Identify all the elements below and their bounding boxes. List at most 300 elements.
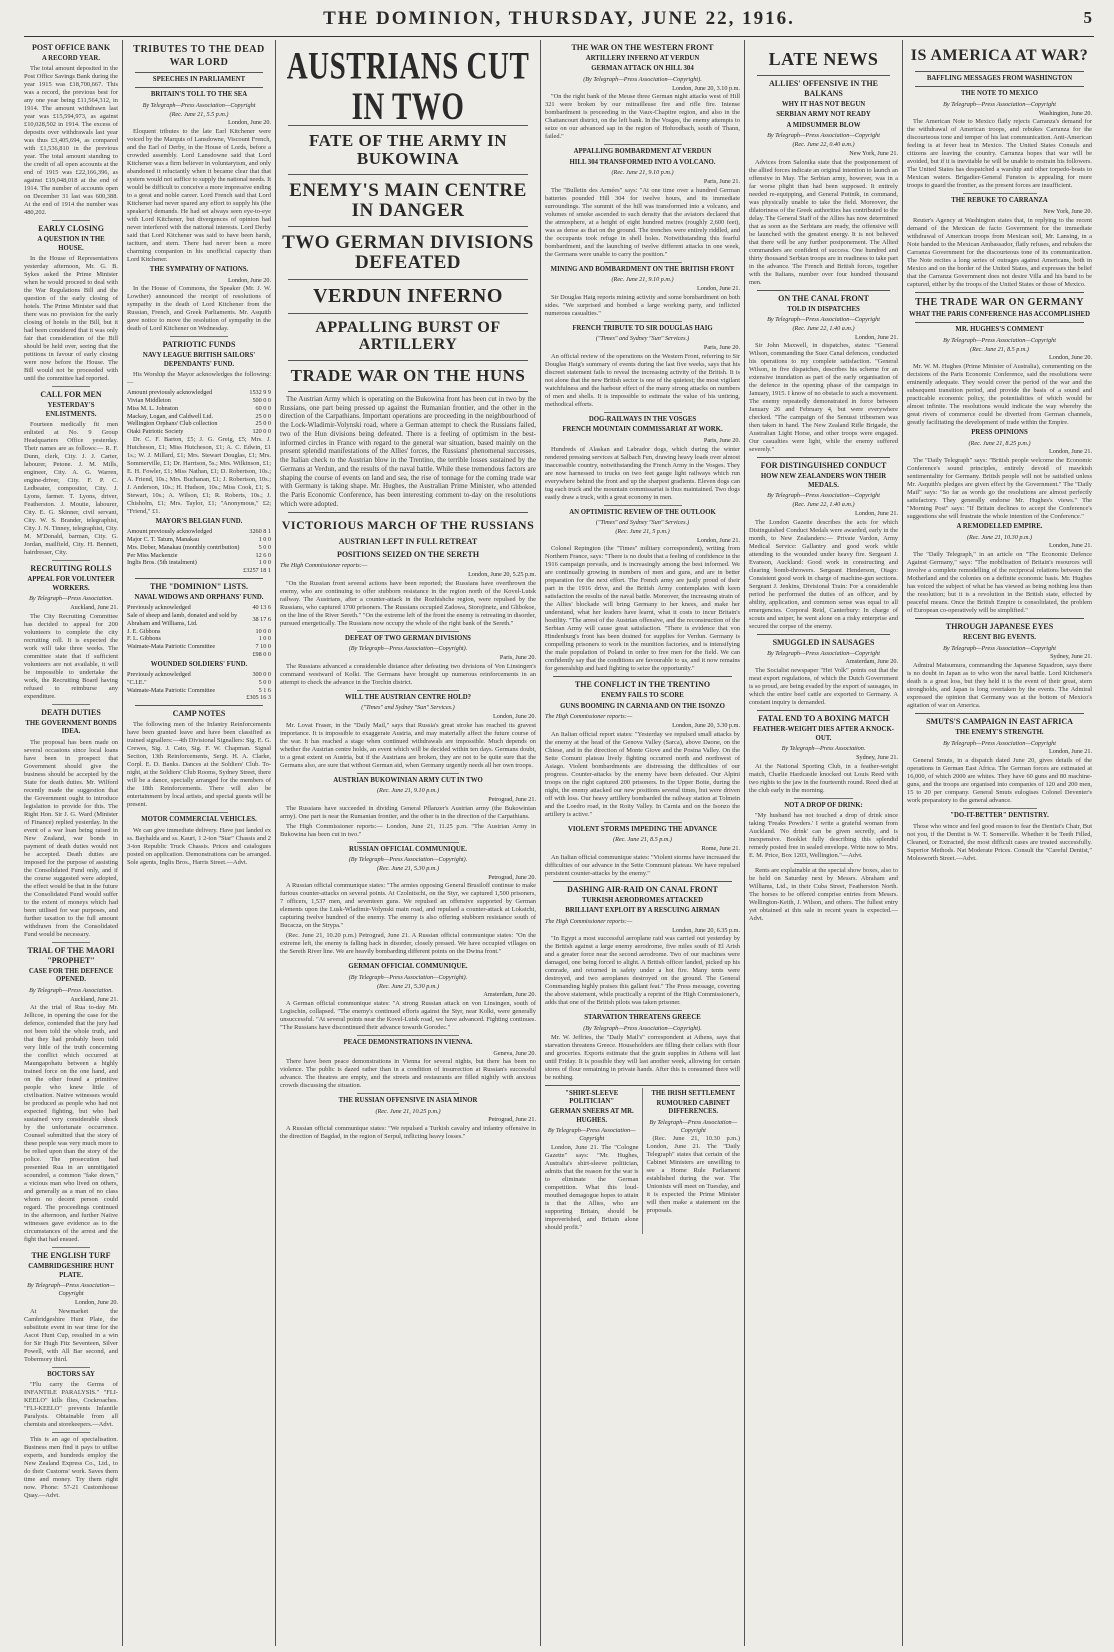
headline: BOCTORS SAY: [47, 1370, 95, 1378]
headline: STARVATION THREATENS GREECE: [584, 1014, 701, 1022]
divider: [52, 1432, 90, 1433]
article-body: This is an age of specialisation. Business men find it pays to utilise experts, and hundreds employ the New Zealand Express Co., Ltd., to do their Customs' work. Saves them time and money. Try them right now. Phone: 57-21 Customhouse Quay.—Advt.: [24, 1436, 118, 1500]
deck-headline: APPALLING BURST OF ARTILLERY: [315, 319, 501, 354]
table-row: [127, 604, 271, 612]
table-row: [127, 612, 271, 628]
article-smuggled-sausages: [749, 638, 898, 708]
fund-label: Per Miss Mackenzie: [127, 551, 178, 559]
headline: "DO-IT-BETTER" DENTISTRY.: [950, 812, 1049, 820]
headline: WILL THE AUSTRIAN CENTRE HOLD?: [344, 693, 472, 701]
dateline: Sydney, June 21.: [856, 753, 898, 761]
headline: DEATH DUTIES: [41, 707, 101, 717]
article-body: Mr. Lovat Fraser, in the "Daily Mail," says that Russia's great stroke has reached its gravest importance. It is impossible to exaggerate Austria, and may materially affect the future course of the war. It has reached a stage when continued withdrawals are impossible. Much depends on whether the Austrian centre holds, an event which will be decided within ten days. Germans doubt, to a great extent on Austria, but if the Austrians are broken, they are not to be quite sure that the Germans also, are sure that without German aid, when Germany urgently needs all her own troops.: [280, 721, 536, 769]
received-time: (Rec. June 21, 5 p.m.): [615, 527, 670, 535]
headline: SMUTS'S CAMPAIGN IN EAST AFRICA: [926, 717, 1073, 727]
fund-total: £305 16 3: [246, 694, 271, 702]
fund-label: F. L. Gibbons: [127, 635, 161, 643]
divider: [794, 798, 854, 799]
table-row: [127, 389, 271, 397]
divider: [357, 773, 459, 774]
divider: [135, 87, 263, 88]
fund-label: Wellington Orphans' Club collection: [127, 420, 218, 428]
divider: [288, 226, 528, 227]
headline: THE ENGLISH TURF: [31, 1251, 111, 1261]
fund-label: Major C. T. Tatum, Manakau: [127, 536, 199, 544]
fund-amount: 120 0 0: [252, 428, 271, 436]
table-row: [127, 397, 271, 405]
headline: WOUNDED SOLDIERS' FUND.: [150, 660, 248, 668]
article-body: A Russian official communique states: "The armies opposing General Brusiloff continue to make furious counter-attacks on several points. At Czolnitschi, on the Styr, we captured 1,500 prisoners, 7 officers, 1,537 men, and seventeen guns. We repulsed an offensive supported by German elements upon the Lusk-Wladimir-Volynski main road, and repulsed a counter-attack at Lokatchi, capturing twelve hundred of the enemy. The enemy is also offering stubborn resistance south of Bucacza, on the Strypa.": [280, 882, 536, 930]
article-body: A German official communique states: "A strong Russian attack on von Linsingen, south of Logischin, collapsed. "The enemy's continued efforts against the Styr, near Kolki, were generally unsuccessful. "At several points near the Kovel-Lutsk road, we have advanced. Fighting continues. "The Russians have discontinued their advance towards Gorodec.": [280, 1000, 536, 1032]
article-body: We can give immediate delivery. Have just landed ex ss. Bayhalda and ss. Kauri, 1 2-ton "Star" Chassis and 2 3-ton Republic Truck Chassis. Prices and catalogues posted on application. Demonstrations can be arranged. Sole agents, Inglis Bros., Harris Street.—Advt.: [127, 826, 271, 866]
received-time: (Rec. June 21, 8.5 p.m.): [970, 345, 1029, 353]
divider: [757, 290, 890, 291]
table-row: [127, 420, 271, 428]
divider: [757, 634, 890, 635]
dateline: Sydney, June 21.: [1050, 653, 1092, 661]
article-body: The total amount deposited in the Post Office Savings Bank during the year 1915 was £18,700,667. This was a record, the previous best for any one year being £11,564,312, in 1914. The amount withdrawn last year was £15,594,973, as against £10,028,502 in 1914. The excess of deposits over withdrawals last year was thus £3,405,694, as compared with £1,536,810 in the previous year. The total amount standing to the credit of all open accounts at the end of 1915 was £22,166,396, as against £19,048,018 at the end of 1914. The number of accounts open on December 31 last was 600,388. At the end of 1914 the number was 480,202.: [24, 65, 118, 217]
table-row: [127, 671, 271, 679]
headline: FOR DISTINGUISHED CONDUCT: [760, 461, 887, 471]
divider: [357, 1093, 459, 1094]
article-body: Admiral Matsumura, commanding the Japanese Squadron, says there is no doubt in Japan as to who won the naval battle. Lord Kitchener's death is a great loss, but they held it is the event of their great, stern strongholds, and Japan is long overtaken by the events. The Admiral expressed the opinion that Germany was at the bottom of Mexico's agitation of war on America.: [907, 662, 1092, 710]
subheadline: TURKISH AERODROMES ATTACKED: [582, 896, 703, 904]
article-body: Colonel Repington (the "Times" military correspondent), writing from Northern France, says: "There is no doubt that a feeling of confidence in the 1916 campaign prevails, and is increasingly among the best informed. We are continually growing in numbers of men and guns, and are in better preparation for the next effort. The French army are justly proud of their part in the 1916 drive, and the British Army contemplates with keen satisfaction the results of the naval battle. Moreover, the increasing strain of the Allies' blockade will bring Germany to her knees, and make her understand, what her leaders have learnt, what it costs to incur Britain's hostility. "The arrest of the Austrian offensive, and the reconstruction of the Serbian Army will cause great satisfaction. "There is evidence that von Hindenburg's front has been drained for supplies for Verdun. Germany is compelling prisoners to work in the munition factories, and is intensifying the male population of Poland in order to free men for the field. We can confidently say that the conditions are favourable to us, and it now remains for generalship and hard fighting to seize the opportunity.": [545, 545, 740, 673]
headline: AN OPTIMISTIC REVIEW OF THE OUTLOOK: [569, 508, 716, 516]
article-patriotic-funds: [127, 340, 271, 515]
headline: SMUGGLED IN SAUSAGES: [772, 637, 875, 647]
divider: [170, 336, 228, 337]
article-body: Those who wince and feel good reason to fear the Dentist's Chair, But not you, if the Dentist is W. T. Somerville. Whether it be Teeth Filled, Cleaned, or Extracted, the most difficult cases are treated successfully. Superior Methods. Nat Moderate Prices. Consult the "Careful Dentist," Molesworth Street.—Advt.: [907, 822, 1092, 862]
received-time: (Rec. June 21, 5.30 p.m.): [376, 982, 440, 990]
article-body: At Newmarket the Cambridgeshire Hunt Plate, the substitute event in war time for the Ascot Hunt Cup, resulted in a win for Sir Hugh Fitz Seventeen, Silver Powell, with All Bar second, and Tobermory third.: [24, 1307, 118, 1363]
article-body: The American Note to Mexico flatly rejects Carranza's demand for the withdrawal of American troops, and rebukes Carranza for the discourteous tone and temper of his last communication. Anti-American feeling is at fever heat in Mexico. The United States Consuls and citizens are leaving the country. Carranza hopes that war will be avoided, but if it is inevitable he will be unable to restrain his followers. The United States has despatched a warship and other torpedo-boats to Mexican waters. Brigadier-General Funston is appealing for more troops to guard the frontier, as the present forces are insufficient.: [907, 118, 1092, 190]
late-news-headline: LATE NEWS: [768, 49, 879, 69]
headline: TRIBUTES TO THE DEAD WAR LORD: [133, 44, 265, 68]
divider: [288, 512, 528, 513]
headline: GERMAN OFFICIAL COMMUNIQUE.: [348, 963, 468, 971]
headline: TRIAL OF THE MAORI "PROPHET": [27, 945, 115, 965]
subheadline: APPEAL FOR VOLUNTEER WORKERS.: [27, 576, 115, 592]
article-body: Advices from Salonika state that the postponement of the allied forces indicate an original intention to launch an offensive in May. The Serbian army, however, was in a far worse plight than had been supposed. It entirely needed re-equipping, and General Puttnik, in command, was physically unable to take the field. Moreover, the dilatoriness of the Greek authorities has contributed to the delay. The General Staff of the Allies has now determined that as soon as the Serbians are ready, the offensive will be launched with the greatest energy. It is not believed that there will be any further postponement. The Allied commanders are confident of success. One hundred and thirty thousand Serbian troops are in readiness to take part in the advance. The French and British forces, together with the Italians, number over four hundred thousand men.: [749, 158, 898, 286]
subheadline: AUSTRIAN LEFT IN FULL RETREAT: [338, 537, 478, 547]
article-body: His Worship the Mayor acknowledges the following:—: [127, 371, 271, 387]
subheadline: GUNS BOOMING IN CARNIA AND ON THE ISONZO: [560, 702, 725, 710]
dateline: London, June 21.: [697, 285, 740, 293]
headline: RUSSIAN OFFICIAL COMMUNIQUE.: [348, 845, 467, 853]
headline: NOT A DROP OF DRINK:: [784, 801, 863, 809]
divider: [757, 75, 890, 76]
dateline: London, June 20.: [493, 712, 536, 720]
article-body: Hundreds of Alaskan and Labrador dogs, which during the winter rendered pressing services at Salbach Fen, drawing heavy loads over almost inaccessible country, notwithstanding the French Army in the Vosges. They are now harnessed to trucks on two feet gauge light railways which run everywhere behind the front and up the sharpest gradients. Eleven dogs can tug each truck and the mountain commissariat is thus maintained. Two dogs easily draw a truck, with a great economy in men.: [545, 445, 740, 501]
article-sympathy-nations: [127, 266, 271, 333]
headline: MOTOR COMMERCIAL VEHICLES.: [141, 816, 257, 824]
dateline: New York, June 20.: [1043, 207, 1092, 215]
fund-label: Amount previously acknowledged: [127, 528, 213, 536]
fund-amount: 1 0 0: [258, 635, 271, 643]
received-time: (Rec. June 21, 8.25 p.m.): [968, 439, 1031, 447]
deck-headline: ENEMY'S MAIN CENTRE IN DANGER: [289, 179, 527, 221]
article-remodelled-empire: [907, 523, 1092, 615]
article-trentino: [545, 680, 740, 818]
article-rebuke-carranza: [907, 197, 1092, 288]
fund-amount: 300 0 0: [252, 671, 271, 679]
article-starvation-greece: [545, 1014, 740, 1081]
article-english-turf: [24, 1251, 118, 1363]
article-body: The "Daily Telegraph" says: "British people welcome the Economic Conference's sound principles, entirely devoid of mawkish sentimentality for Germany. British people will not be satisfied unless Mr. Asquith's pledges are given effect by the Government." The "Daily Mail" says: "So far as words go the resolutions are almost perfectly satisfactory. They generally endorse Mr. Hughes's views." The "Morning Post" says: "If Britain declines to accept the Conference's suggestions she will frustrate the whole intention of the Conference.": [907, 457, 1092, 521]
fund-amount: 7 10 0: [255, 643, 271, 651]
subheadline: HOW NEW ZEALANDERS WON THEIR MEDALS.: [760, 473, 887, 489]
article-body: An Italian official communique states: "Violent storms have increased the difficulties of our advance in the Sette Communi plateau. We have repulsed persistent counter-attacks by the enemy.": [545, 853, 740, 877]
fund-label: Previously acknowledged: [127, 671, 191, 679]
column-6: [907, 40, 1092, 1646]
article-america-at-war: [907, 48, 1092, 190]
dateline: London, June 21.: [1049, 748, 1092, 756]
subheadline: SERBIAN ARMY NOT READY: [776, 111, 871, 119]
divider: [135, 72, 263, 73]
subheadline: BRITAIN'S TOLL TO THE SEA: [150, 91, 248, 99]
table-row: [127, 413, 271, 421]
article-austrian-centre: [280, 694, 536, 770]
dateline: Paris, June 20.: [703, 436, 740, 444]
headline: CALL FOR MEN: [40, 390, 102, 400]
subheadline: WHY IT HAS NOT BEGUN: [781, 100, 866, 108]
subheadline: SPEECHES IN PARLIAMENT: [152, 76, 246, 83]
article-tributes-war-lord: [127, 44, 271, 264]
article-body: Rents are explainable at the special show boxes, also to be held on Saturday next by Messrs. Abraham and Williams, Ltd., in their Cuba Street, Featherston North. The horses to be offered comprise entries from Messrs. Wellington-Keith, J. Wilson, and others. The fullest entry yet obtained at this sale in recent years is expected.—Advt.: [749, 867, 898, 922]
article-maori-prophet: [24, 946, 118, 1244]
article-russian-advance: [280, 562, 536, 628]
headline: FATAL END TO A BOXING MATCH: [758, 714, 889, 724]
divider: [604, 262, 682, 263]
article-body: London, June 21. The "Cologne Gazette" says: "Mr. Hughes, Australia's shirt-sleeve politician, admits that the reason for the war is to eliminate the German competition. What this loud-mouthed demagogue hopes to attain is that the Allies, who are supporting Britain, should be impoverished, and Britain alone should profit.": [545, 1143, 639, 1231]
article-japanese-eyes: [907, 622, 1092, 710]
fund-label: Waimate-Mata Patriotic Committee: [127, 686, 216, 694]
subheadline: RECENT BIG EVENTS.: [963, 634, 1036, 642]
byline: (By Telegraph—Press Association—Copyright).: [348, 856, 468, 864]
fund-table: [127, 671, 271, 702]
divider: [757, 710, 890, 711]
divider: [52, 1247, 90, 1248]
dateline: London, June 21.: [1049, 448, 1092, 456]
article-body: The City Recruiting Committee has decided to appeal for 200 volunteers to complete the city recruiting roll. It is expected the work will take three weeks. The committee state that if sufficient volunteers are not available, it will be impossible to undertake the work, the Recruiting Board having refused to reimburse any expenditure.: [24, 612, 118, 700]
dateline: London, June 20.: [228, 119, 271, 127]
dateline: Washington, June 20.: [1038, 109, 1092, 117]
table-row: [127, 687, 271, 695]
subheadline: FEATHER-WEIGHT DIES AFTER A KNOCK-OUT.: [753, 726, 894, 742]
article-dominion-lists: [127, 582, 271, 659]
dateline: London, June 20, 6.35 p.m.: [672, 926, 740, 934]
fund-table: [127, 528, 271, 575]
headline: POST OFFICE BANK: [31, 43, 111, 52]
article-body: An official review of the operations on the Western Front, referring to Sir Douglas Haig's summary of events during the last five weeks, says that his discreet statement fails to reveal the increasing activity of the British. It is not alone that the new British sector is one of the quietest; the most vigilant watchfulness and the harbour effect of the many strong attacks on numbers of men and shells. It is impossible to estimate the value of his untiring, methodical efforts.: [545, 352, 740, 408]
divider: [357, 690, 459, 691]
headline: PRESS OPINIONS: [971, 429, 1028, 437]
subheadline: HILL 304 TRANSFORMED INTO A VOLCANO.: [569, 158, 716, 166]
subheadline: THE NOTE TO MEXICO: [961, 90, 1038, 98]
deck-headline: TWO GERMAN DIVISIONS DEFEATED: [282, 232, 534, 274]
byline: By Telegraph—Press Association.: [29, 595, 113, 603]
fund-label: "C.I.E.": [127, 678, 147, 686]
headline: RECRUITING ROLLS: [30, 564, 112, 574]
subheadline: TOLD IN DISPATCHES: [787, 305, 860, 313]
byline: The High Commissioner reports:—: [545, 917, 633, 925]
divider: [357, 631, 459, 632]
article-haig-tribute: [545, 325, 740, 409]
headline: DASHING AIR-RAID ON CANAL FRONT: [567, 884, 718, 894]
headline: PEACE DEMONSTRATIONS IN VIENNA.: [343, 1039, 473, 1047]
article-body: Reuter's Agency at Washington states that, in replying to the recent demand of the Mexican de facto Government for the immediate withdrawal of American troops from Mexican soil, Mr. Lansing, in a Note handed to the Mexican Ambassador, flatly refuses, and rebukes the Carranza Government for the discourteous tone of its communication. The Note recites a long series of outrages against Americans, both in Mexico and on the border of the United States, and expresses the belief that the Carranza Government does not desire Villa and his band to be captured, either by the troops of the United States or those of Mexico.: [907, 216, 1092, 288]
article-optimistic-review: [545, 509, 740, 674]
dateline: Rome, June 21.: [701, 845, 740, 853]
article-body: "My husband has not touched a drop of drink since taking 'Freaks Powders.' I write a grateful woman from Auckland. 'No drink' can be given secretly, and is inexpensive. Booklet fully describing this splendid remedy posted free in sealed envelope. Write now to Mrs. E. M. Price, Box 1203, Wellington."—Advt.: [749, 812, 898, 859]
subheadline: ARTILLERY INFERNO AT VERDUN: [585, 55, 700, 62]
divider: [288, 313, 528, 314]
table-row: [127, 628, 271, 636]
dateline: Auckland, June 21.: [70, 604, 118, 612]
fund-label: Miss M. L. Johnston: [127, 404, 179, 412]
article-two-german-divisions: [280, 635, 536, 687]
divider: [794, 863, 854, 864]
article-body: General Smuts, in a dispatch dated June 20, gives details of the operations in German East Africa. The German forces are estimated at 16,000, of which 2000 are whites. They have 60 guns and 80 machine-guns, and the troops are organised into companies of 120 and 200 men, 15 to 20 per company. General Smuts eulogises Colonel Deventer's work preparatory to the general advance.: [907, 757, 1092, 805]
byline: By Telegraph—Press Association—Copyright: [142, 101, 256, 109]
article-body: At the National Sporting Club, in a feather-weight match, Charlie Hardcastle knocked out Louis Reed with two rights to the jaw in the fourteenth round. Reed died at the club early in the morning.: [749, 762, 898, 794]
headline: DOG-RAILWAYS IN THE VOSGES: [588, 415, 697, 423]
byline: By Telegraph—Press Association—Copyright: [767, 649, 880, 657]
article-body: "On the right bank of the Meuse three German night attacks west of Hill 321 were broken by our mitrailleuse fire and rifle fire. Intense bombardment is proceeding in the Vaux-Chapitre region, and also in the Chattancourt district, on the left bank. In the Vosges, the enemy attempts to seize on our advanced sap in the region of Hohrodbach, south of Thann, failed.": [545, 93, 740, 141]
dateline: London, June 20, 5.25 p.m.: [468, 570, 536, 578]
subheadline: THE GOVERNMENT BONDS IDEA.: [25, 719, 117, 736]
divider: [288, 360, 528, 361]
headline: PATRIOTIC FUNDS: [162, 340, 236, 350]
deck-headline: FATE OF THE ARMY IN BUKOWINA: [308, 130, 508, 168]
fund-label: Mrs. Dober, Manakau (monthly contribution): [127, 543, 240, 551]
dateline: Geneva, June 20.: [493, 1049, 536, 1057]
divider: [604, 412, 682, 413]
divider: [170, 812, 228, 813]
article-russian-communique: [280, 846, 536, 957]
fund-label: Inglis Bros. (5th instalment): [127, 559, 197, 567]
article-canal-front: [749, 294, 898, 455]
advert-dentistry: [907, 812, 1092, 862]
fund-amount: 5 0 0: [258, 678, 271, 686]
headline: APPALLING BOMBARDMENT AT VERDUN: [573, 148, 712, 156]
received-time: (Rec. June 22, 1.40 a.m.): [792, 324, 855, 332]
subheadline: BAFFLING MESSAGES FROM WASHINGTON: [926, 74, 1073, 82]
fund-amount: 60 0 0: [255, 404, 271, 412]
table-row: [127, 528, 271, 536]
byline: By Telegraph—Press Association.: [781, 745, 866, 753]
received-time: (Rec. June 22, 1.40 a.m.): [792, 501, 855, 509]
fund-amount: 40 13 6: [252, 604, 271, 612]
fund-amount: 1 0 0: [258, 536, 271, 544]
article-bukowinian-army: [280, 777, 536, 839]
received-time: (Rec. June 21, 5.5 p.m.): [169, 110, 229, 118]
subheadline: THE ENEMY'S STRENGTH.: [955, 729, 1044, 737]
article-body: At the trial of Rua to-day Mr. Jellicoe, in opening the case for the defence, contended that the jury had not been told the whole truth, and that they had probably been told very little of the truth concerning the conflict which occurred at Maungapohatu between a highly trained force on the one hand, and on the other found a primitive people who knew little of civilisation. Native witnesses would be produced as people who had not expected fighting, but who had sustained very considerable shock by the unfortunate occurrence. Counsel submitted that the story of these people was very much more to be relied upon than the story of the police. The prosecution had presented Rua in an unmitigated scoundrel, a common "fake down," a vicious man who lived on others, and generally as a man of no class whom no decent person could regard. The proceedings continued in the afternoon, and further Native witnesses gave evidence as to the circumstances of the arrest and the fight that had ensued.: [24, 1004, 118, 1244]
article-post-office-bank: [24, 43, 118, 217]
table-row: [127, 559, 271, 567]
dateline: Petrograd, June 21.: [488, 795, 536, 803]
byline: By Telegraph—Press Association—Copyright: [649, 1118, 738, 1134]
divider: [757, 457, 890, 458]
fund-total: £3257 18 1: [243, 567, 271, 575]
dateline: Paris, June 20.: [703, 344, 740, 352]
article-body: Dr. C. F. Barton, £5; J. G. Greig, £5; Mrs. J. Hutcheson, £1; Miss Hutcheson, £1; A. C. Edwin, £1 1s.; W. J. Millard, £1; Mrs. Stewart Douglas, £1; Mrs. Sommerville, £1; Dr. Harrison, 5s.; Mrs. Wilkinson, £1; E. H. Fowler, £1; Miss Nathan, £1; D. Robertson, 10s.; A. Friend, 10s.; Mrs. Buchanan, £1; J. Robertson, 10s.; J. Anderson, 10s.; H. Hudson, 10s.; Miss Cook, £1; S. Stewart, 10s.; A. Wilson, £1; R. Roberts, 10s.; J. Chisholm, £1; Mrs. Taylor, £1; "Anonymous," £2; "Friend," £1.: [127, 435, 271, 515]
article-body: The "Bulletin des Armées" says: "At one time over a hundred German batteries pounded Hill 304 for twelve hours, and its immediate surroundings. The summit of the hill was transformed into a volcano, and volumes of smoke ascended to such density that the aviators declared that the atmosphere, at a height of eight hundred metres (roughly 2,600 feet), was as dense as that on the ground. The trenches were entirely riddled, and the occupants took refuge in shell holes. Notwithstanding this fearful bombardment, and the launching of twelve different attacks in one week, the Germans were unable to carry the position.": [545, 186, 740, 258]
fund-amount: 10 0 0: [255, 627, 271, 635]
headline: ON THE CANAL FRONT: [778, 293, 869, 303]
divider: [604, 822, 682, 823]
dateline: Petrograd, June 21.: [488, 1116, 536, 1124]
masthead-title: THE DOMINION, THURSDAY, JUNE 22, 1916.: [323, 8, 795, 29]
byline: By Telegraph—Press Association—Copyright: [767, 132, 880, 140]
divider: [915, 292, 1084, 293]
byline: (By Telegraph—Press Association—Copyright).: [583, 1024, 702, 1032]
subheadline: RUMOURED CABINET DIFFERENCES.: [656, 1100, 730, 1116]
column-3-lead: [280, 40, 536, 1646]
subheadline: CASE FOR THE DEFENCE OPENED.: [28, 967, 114, 984]
fund-total: £98 0 0: [252, 650, 271, 658]
column-rule: [540, 40, 541, 1646]
divider: [915, 322, 1084, 323]
byline: (By Telegraph—Press Association—Copyright).: [348, 645, 468, 653]
divider: [52, 560, 90, 561]
subheadline: BRILLIANT EXPLOIT BY A RESCUING AIRMAN: [565, 907, 720, 915]
divider: [963, 808, 1037, 809]
section-headline: VICTORIOUS MARCH OF THE RUSSIANS: [281, 517, 535, 532]
fund-amount: 25 0 0: [255, 412, 271, 420]
article-body: Eloquent tributes to the late Earl Kitchener were voiced by the Marquis of Lansdowne, Viscount French, and the Earl of Derby, in the House of Lords, before a crowded assembly. Lord Lansdowne said that Lord Kitchener was a firm believer in voluntaryism, and only abandoned it reluctantly when it became clear that that system would not suffice to supply the national needs. It would be difficult to conceive a more impressive ending to a great and noble career. Lord French said that Lord Kitchener had never spared any effort to supply his (the speaker's) demands. He had set always seen eye-to-eye with Lord Kitchener, but divergences of opinion had never interfered with the national interests. Lord Derby said that Lord Kitchener was said to have been harsh, taciturn, and stern. There had never been a more charming companion in his unofficial capacity than Lord Kitchener.: [127, 128, 271, 264]
divider: [553, 881, 732, 882]
advert-boctors-say: [24, 1371, 118, 1429]
byline: By Telegraph—Press Association—Copyright: [943, 739, 1056, 747]
article-body: The Russians advanced a considerable distance after defeating two divisions of Von Linsingen's command westward of Kolki. The Germans have brought up numerous reinforcements in an attempt to check the advance in the Torchin district.: [280, 662, 536, 686]
dateline: London, June 20.: [228, 276, 271, 284]
article-asia-minor: [280, 1097, 536, 1141]
table-row: [127, 405, 271, 413]
subheadline: CAMBRIDGESHIRE HUNT PLATE.: [28, 1263, 114, 1279]
article-violent-storms: [545, 826, 740, 878]
advert-motor-vehicles: [127, 816, 271, 866]
dateline: London, June 21.: [855, 333, 898, 341]
column-2: [127, 40, 271, 1646]
table-row: [127, 694, 271, 702]
article-body: Fourteen medically fit men enlisted at No. 9 Group Headquarters Office yesterday. Their names are as follows:— R. F. Dunn, clerk, City. J. J. Carter, labourer, Petone. J. M. Mills, engineer, City. A. G. Warren, engine-driver, City. F. P. C. Ledbeater, compositor, City. J. Lyons, farmer. T. Lyons, driver, Featherston. J. Moutie, labourer, City. E. G. Skinner, civil servant, City. W. S. Brander, telegraphist, City. J. N. Tinney, telegraphist, City. M. M'Donald, barman, City. G. Jordan, mailfield, City. H. Bennett, hairdresser, City.: [24, 421, 118, 557]
byline: By Telegraph—Press Association—Copyright: [943, 644, 1056, 652]
article-recruiting-rolls: [24, 564, 118, 700]
fund-label: Waimate-Mata Patriotic Committee: [127, 643, 216, 651]
table-row: [127, 544, 271, 552]
deck-headline: VERDUN INFERNO: [313, 285, 503, 308]
article-western-front: [545, 43, 740, 141]
headline: THE "DOMINION" LISTS.: [149, 581, 248, 591]
headline: THE WAR ON THE WESTERN FRONT: [571, 43, 714, 52]
byline: ("Times" and Sydney "Sun" Services.): [595, 519, 690, 527]
column-rule: [275, 40, 276, 1646]
fund-amount: 5 0 0: [258, 543, 271, 551]
fund-label: J. E. Gibbons: [127, 627, 161, 635]
fund-amount: 38 17 6: [252, 616, 271, 624]
article-body: There have been peace demonstrations in Vienna for several nights, but there has been no violence. The public is dazed rather than in a condition of insurrection at Russian's successful advance. The theatres are empty, and the streets and restaurants are filled nightly with anxious crowds discussing the situation.: [280, 1058, 536, 1090]
subheadline: A QUESTION IN THE HOUSE.: [37, 236, 105, 252]
table-row: [127, 428, 271, 436]
fund-amount: 3260 8 1: [249, 528, 271, 536]
headline: THE RUSSIAN OFFENSIVE IN ASIA MINOR: [338, 1097, 478, 1105]
byline: (By Telegraph—Press Association—Copyright).: [348, 973, 468, 981]
subheadline: FRENCH MOUNTAIN COMMISSARIAT AT WORK.: [562, 426, 723, 434]
dateline: Paris, June 20.: [499, 653, 536, 661]
byline: By Telegraph—Press Association—Copyright: [943, 336, 1056, 344]
headline: ALLIES' OFFENSIVE IN THE BALKANS: [769, 78, 878, 98]
fund-table: [127, 604, 271, 658]
divider: [135, 705, 263, 706]
table-row: [127, 552, 271, 560]
deck-headline: TRADE WAR ON THE HUNS: [290, 365, 526, 385]
article-body: The London Gazette describes the acts for which Distinguished Conduct Medals were awarded, early in the month, to New Zealanders:— Private Vardon, Army Medical Service: Gallantry and good work while attending to the wounded under heavy fire. Sergeant J. Evanson, Auckland: Good work in constructing and clearing bomb-throwers. Sergeant Henderson, Otago: Consistent good work in charge of machine-gun sections. Sergeant J. Jenkins, Divisional Train: For a considerable period he performed the duties of an officer, and by ability, application, and common sense was equal to all emergencies. Corporal Reid, Canterbury: In charge of scouts and sniper, he went alone on a risky enterprise and secured the corpse of the enemy.: [749, 518, 898, 630]
divider: [288, 391, 528, 392]
divider: [915, 713, 1084, 714]
article-body: An Italian official report states: "Yesterday we repulsed small attacks by the enemy at the head of the Genova Valley (Sarca), above Daone, on the Chiese, and in the direction of Monte Giove and the Posina Valley. On the Sette Comuni plateau lively fighting occurred north and northwest of Asiago. Violent bombardments are distressing the difficulties of our progress. Counter-attacks by the enemy have been defeated. Our Alpini troops on the right captured 200 prisoners. In the Upper Boite, during the night, the enemy attacked our new positions several times, but were driven off with loss. Our heavy artillery bombarded the railway station at Tolmein and the Loedro road, in the Roity Valley. In Carnia and on the Isonzo the artillery is active.": [545, 730, 740, 818]
fund-amount: 25 0 0: [255, 420, 271, 428]
byline: By Telegraph—Press Association—Copyright: [547, 1127, 636, 1143]
advert-horse-sale: [749, 867, 898, 923]
table-row: [127, 635, 271, 643]
byline: By Telegraph—Press Association—Copyright: [943, 100, 1056, 108]
byline: By Telegraph—Press Association.: [29, 986, 113, 994]
headline: A REMODELLED EMPIRE.: [956, 523, 1043, 531]
article-air-raid: [545, 885, 740, 1007]
dateline: London, June 20.: [75, 1298, 118, 1306]
page-number: 5: [1083, 8, 1092, 27]
fund-amount: 5 1 6: [258, 686, 271, 694]
headline: MINING AND BOMBARDMENT ON THE BRITISH FRONT: [550, 265, 735, 273]
divider: [52, 942, 90, 943]
article-shirt-sleeve: [545, 1088, 643, 1234]
byline: (By Telegraph—Press Association—Copyright).: [583, 75, 702, 83]
column-1: [24, 40, 118, 1646]
divider: [52, 386, 90, 387]
main-headline: AUSTRIANS CUT IN TWO: [286, 44, 530, 129]
received-time: (Rec. June 21, 5.30 p.m.): [376, 864, 440, 872]
fund-label: Mackay, Logan, and Caldwell Ltd.: [127, 412, 214, 420]
divider: [604, 1010, 682, 1011]
column-4: [545, 40, 740, 1646]
received-time: (Rec. June 21, 9.10 p.m.): [376, 787, 440, 795]
byline: By Telegraph—Press Association—Copyright: [27, 1282, 115, 1298]
divider: [963, 193, 1037, 194]
received-time: (Rec. June 21, 9.10 p.m.): [611, 169, 674, 177]
table-row: [127, 536, 271, 544]
divider: [288, 174, 528, 175]
headline: THE SYMPATHY OF NATIONS.: [149, 266, 249, 274]
column-rule: [122, 40, 123, 1646]
subheadline: A RECORD YEAR.: [41, 55, 101, 62]
dateline: Amsterdam, June 20.: [483, 991, 536, 999]
column-rule: [902, 40, 903, 1646]
subheadline: A MIDSUMMER BLOW: [786, 121, 861, 129]
lead-summary: The Austrian Army which is operating on the Bukowina front has been cut in two by the Russians, one part being pressed up against the Rumanian frontier, and the other in the direction of the Carpathians. Important operations are proceeding in the neighbourhood of the Lock-Wladimir-Volynski road, where a German attempt to check the Russians failed, two of the Hun divisions being defeated. There is a feeling of optimism in the best-informed circles in France with regard to the general war situation, based mainly on the present splendid manifestations of the Allies' forces, the Russians' phenomenal successes, the Italian check to the Austrian blow in the Trentino, the terrible losses sustained by the Germans at Verdun, and the results of the naval battle. While these tremendous factors are shaping the course of events on land and sea, the rise of tonnage for the coming trade war with Germany is taking shape. Mr. Hughes, the Australian Prime Minister, who attended the Paris Economic Conference, has been interesting comment to-day on the resolutions which were adopted.: [280, 394, 536, 508]
byline: By Telegraph—Press Association—Copyright: [767, 316, 880, 324]
headline: DEFEAT OF TWO GERMAN DIVISIONS: [345, 634, 471, 642]
subheadline: MR. HUGHES'S COMMENT: [955, 326, 1044, 334]
divider: [915, 618, 1084, 619]
byline: By Telegraph—Press Association—Copyright: [767, 492, 880, 500]
headline: "SHIRT-SLEEVE POLITICIAN": [565, 1089, 619, 1105]
received-time: (Rec. June 21, 10.30 p.m.): [966, 533, 1033, 541]
headline: MAYOR'S BELGIAN FUND.: [155, 517, 243, 525]
divider: [604, 321, 682, 322]
